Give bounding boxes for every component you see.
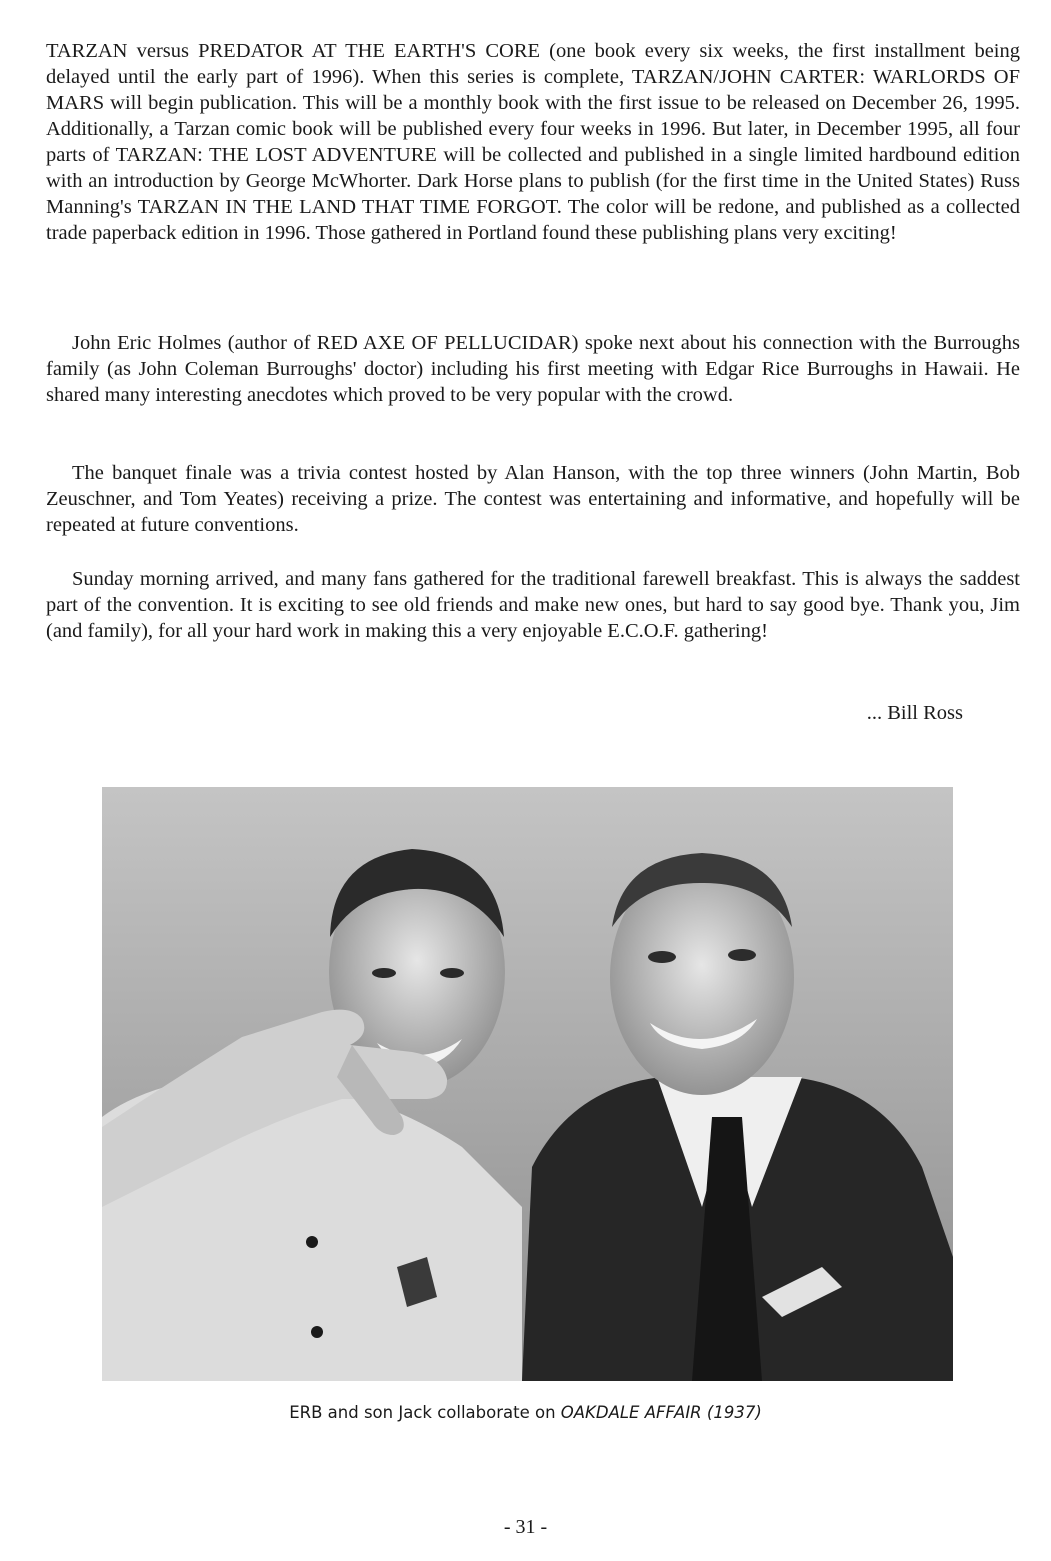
photo-caption	[0, 1403, 1051, 1422]
paragraph-4-text: Sunday morning arrived, and many fans gathered for the traditional farewell breakfast. This is always the saddest part of the convention. It is exciting to see old friends and make new ones, but hard to say good bye. Thank you, Jim (and family), for all your hard work in making this a very enjoyable E.C.O.F. gathering!	[46, 568, 1020, 642]
paragraph-4	[46, 566, 1020, 644]
paragraph-2-text: John Eric Holmes (author of RED AXE OF PELLUCIDAR) spoke next about his connection with the Burroughs family (as John Coleman Burroughs' doctor) including his first meeting with Edgar Rice Burroughs in Hawaii. He shared many interesting anecdotes which proved to be very popular with the crowd.	[46, 332, 1020, 406]
paragraph-3	[46, 460, 1020, 538]
author-signature: ... Bill Ross	[866, 702, 963, 724]
paragraph-1-text: TARZAN versus PREDATOR AT THE EARTH'S CORE (one book every six weeks, the first installment being delayed until the early part of 1996). When this series is complete, TARZAN/JOHN CARTER: WARLORDS OF MARS will begin publication. This will be a monthly book with the first issue to be released on December 26, 1995. Additionally, a Tarzan comic book will be published every four weeks in 1996. But later, in December 1995, all four parts of TARZAN: THE LOST ADVENTURE will be collected and published in a single limited hardbound edition with an introduction by George McWhorter. Dark Horse plans to publish (for the first time in the United States) Russ Manning's TARZAN IN THE LAND THAT TIME FORGOT. The color will be redone, and published as a collected trade paperback edition in 1996. Those gathered in Portland found these publishing plans very exciting!	[46, 40, 1020, 244]
photo-illustration	[102, 787, 953, 1381]
page-number: - 31 -	[503, 1516, 548, 1538]
paragraph-2	[46, 330, 1020, 408]
paragraph-3-text: The banquet finale was a trivia contest hosted by Alan Hanson, with the top three winners (John Martin, Bob Zeuschner, and Tom Yeates) receiving a prize. The contest was entertaining and informative, and hopefully will be repeated at future conventions.	[46, 462, 1020, 536]
caption-title: OAKDALE AFFAIR (1937)	[560, 1403, 762, 1422]
caption-text: ERB and son Jack collaborate on	[289, 1403, 561, 1422]
photograph	[102, 787, 953, 1381]
paragraph-1	[46, 38, 1020, 246]
